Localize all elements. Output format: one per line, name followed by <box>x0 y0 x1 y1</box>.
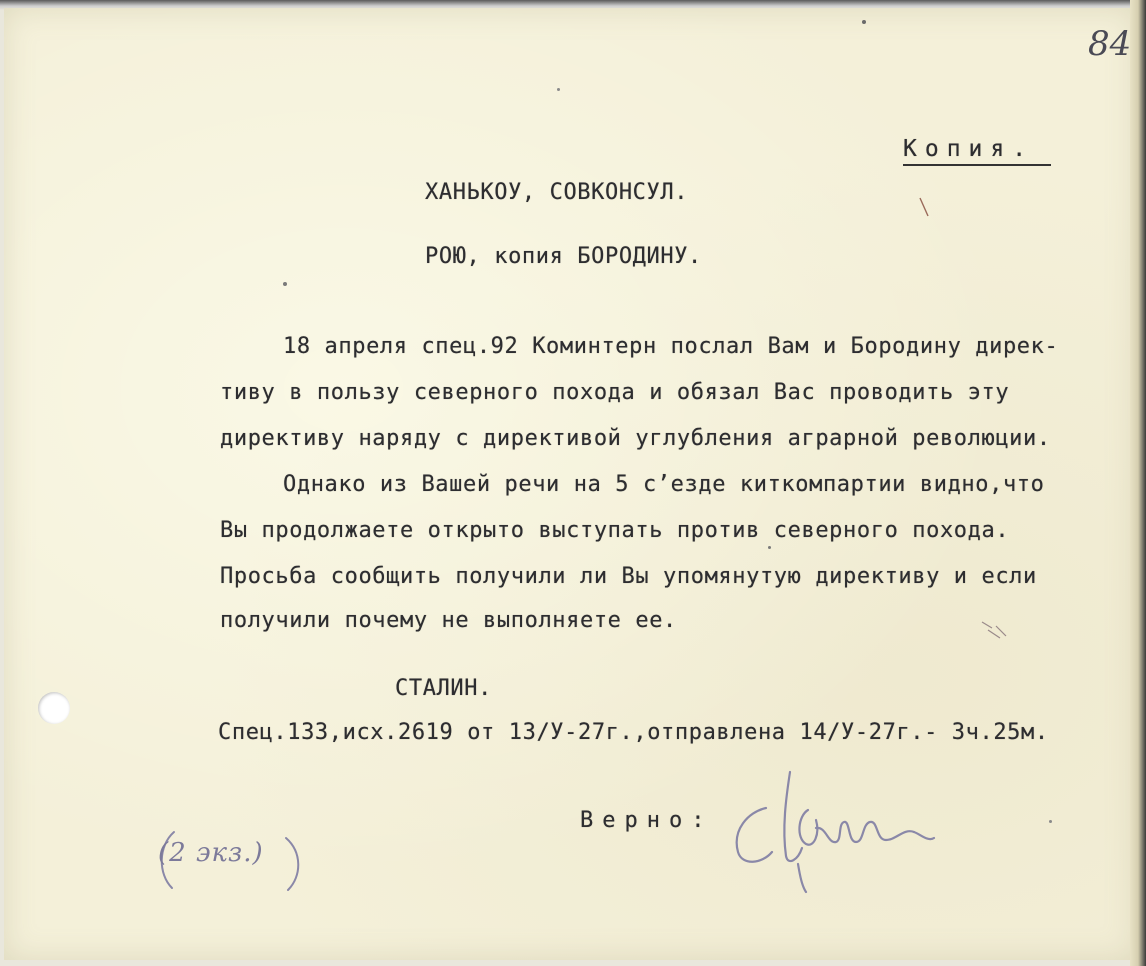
paper-speck <box>557 88 560 91</box>
body-line-2: тиву в пользу северного похода и обязал Вас проводить эту <box>220 380 1010 405</box>
dispatch-line: Спец.133,исх.2619 от 13/У-27г.,отправлена 14/У-27г.- 3ч.25м. <box>218 720 1049 745</box>
body-line-3: директиву наряду с директивой углубления аграрной революции. <box>220 426 1051 451</box>
paper-speck <box>768 546 771 549</box>
body-line-4: Однако из Вашей речи на 5 с’езде киткомпартии видно,что <box>283 472 1045 497</box>
paper-speck <box>862 20 866 24</box>
copy-mark: Копия. <box>903 136 1035 162</box>
address-line-2: РОЮ, копия БОРОДИНУ. <box>425 244 702 269</box>
margin-note: (2 экз.) <box>158 838 264 868</box>
page-edge <box>1130 0 1146 966</box>
paper-mark-icon <box>918 196 932 220</box>
paper-speck <box>1049 820 1052 823</box>
punch-hole <box>38 692 70 724</box>
paper-mark-icon <box>980 620 1010 644</box>
body-line-5: Вы продолжаете открыто выступать против северного похода. <box>220 518 1010 543</box>
body-line-6: Просьба сообщить получили ли Вы упомянутую директиву и если <box>220 564 1037 589</box>
signatory: СТАЛИН. <box>395 676 492 701</box>
address-line-1: ХАНЬКОУ, СОВКОНСУЛ. <box>425 180 689 205</box>
certified-label: Верно: <box>580 808 714 833</box>
copy-mark-underline <box>903 164 1051 166</box>
signature-icon <box>728 768 948 898</box>
body-line-1: 18 апреля спец.92 Коминтерн послал Вам и Бородину дирек- <box>283 334 1059 359</box>
paper-speck <box>283 282 287 286</box>
page-number: 84 <box>1088 24 1132 64</box>
body-line-7: получили почему не выполняете ее. <box>220 608 677 633</box>
